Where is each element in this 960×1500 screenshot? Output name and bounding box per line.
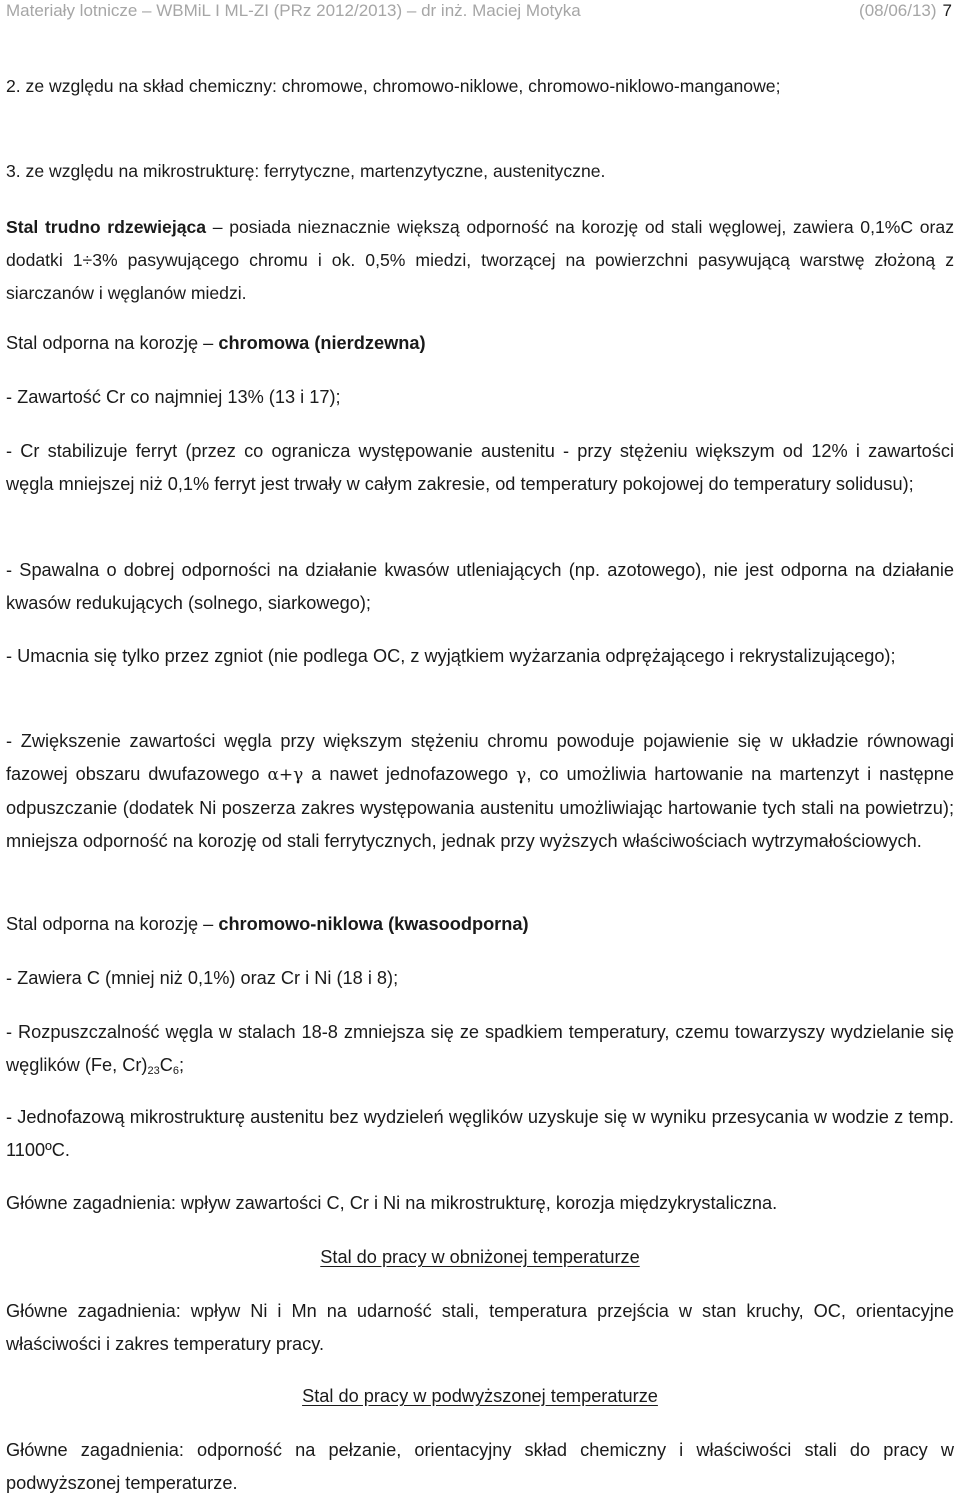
carbide-subscript-6: 6 [172,1065,179,1077]
cr-ni-p2-text-b: C [159,1055,173,1075]
header-date-page [859,0,952,22]
low-temperature-issues: Główne zagadnienia: wpływ Ni i Mn na udarność stali, temperatura przejścia w stan kruchy, OC, orientacyjne właściwości i zakres temperatury pracy. [6,1301,954,1354]
heading-high-temperature-text: Stal do pracy w podwyższonej temperaturze [302,1386,658,1406]
list-item-chemical: 2. ze względu na skład chemiczny: chromowe, chromowo-niklowe, chromowo-niklowo-manganowe; [6,76,781,96]
carbide-subscript-23: 23 [147,1065,160,1077]
chromium-point-3: - Spawalna o dobrej odporności na działanie kwasów utleniających (np. azotowego), nie jest odporna na działanie kwasów redukujących (solnego, siarkowego); [6,560,954,613]
cr-ni-point-1: - Zawiera C (mniej niż 0,1%) oraz Cr i Ni (18 i 8); [6,968,399,988]
page-header [6,0,952,22]
chromium-point-1: - Zawartość Cr co najmniej 13% (13 i 17); [6,387,341,407]
chromium-p5-text-c: , co umożliwia hartowanie na martenzyt i następne odpuszczanie (dodatek Ni poszerza zakres występowania austenitu umożliwiając hartowanie tych stali na powietrzu); mniejsza odporność na korozję od stali ferrytycznych, jednak przy wyższych właściwościach wytrzymałościowych. [6,764,954,851]
heading-chromium-prefix: Stal odporna na korozję – [6,333,219,353]
chromium-point-4: - Umacnia się tylko przez zgniot (nie podlega OC, z wyjątkiem wyżarzania odprężającego i rekrystalizującego); [6,646,896,666]
cr-ni-point-2 [6,1016,954,1082]
heading-cr-ni-steel [6,908,954,941]
heading-chromium-bold: chromowa (nierdzewna) [218,333,426,353]
cr-ni-p2-text-a: - Rozpuszczalność węgla w stalach 18-8 zmniejsza się ze spadkiem temperatury, czemu towarzyszy wydzielanie się węglików (Fe, Cr) [6,1022,954,1075]
header-date: (08/06/13) [859,1,937,20]
header-course-title: Materiały lotnicze – WBMiL I ML-ZI (PRz 2012/2013) – dr inż. Maciej Motyka [6,1,581,20]
high-temperature-issues: Główne zagadnienia: odporność na pełzanie, orientacyjny skład chemiczny i właściwości stali do pracy w podwyższonej temperaturze. [6,1440,954,1493]
paragraph-rust-resistant-steel [6,211,954,310]
heading-cr-ni-prefix: Stal odporna na korozję – [6,914,219,934]
rust-steel-text-2: 0,5% miedzi, tworzącej na powierzchni pasywującą warstwę złożoną z siarczanów i węglanów miedzi. [6,250,955,303]
cr-ni-point-3: - Jednofazową mikrostrukturę austenitu bez wydzieleń węglików uzyskuje się w wyniku przesycania w wodzie z temp. 1100ºC. [6,1107,954,1160]
alpha-gamma-symbol: α+γ [267,765,304,785]
gamma-symbol: γ [516,765,527,785]
heading-low-temperature-text: Stal do pracy w obniżonej temperaturze [320,1247,640,1267]
chromium-point-5 [6,725,954,858]
page-number: 7 [942,1,952,20]
cr-ni-p2-text-c: ; [179,1055,185,1075]
heading-cr-ni-bold: chromowo-niklowa (kwasoodporna) [218,914,529,934]
term-rust-resistant-steel: Stal trudno rdzewiejąca [6,217,207,237]
heading-low-temperature [0,1241,960,1274]
heading-high-temperature [0,1380,960,1413]
list-item-microstructure: 3. ze względu na mikrostrukturę: ferrytyczne, martenzytyczne, austenityczne. [6,161,606,181]
rust-steel-text-1: – posiada nieznacznie większą odporność na korozję od stali węglowej, zawiera 0,1%C oraz dodatki 1÷3% pasywującego chromu i ok. [6,217,954,270]
chromium-p5-text-a: - Zwiększenie zawartości węgla przy większym stężeniu chromu powoduje pojawienie się w układzie równowagi fazowej obszaru dwufazowego [6,731,954,784]
chromium-p5-text-b: a nawet jednofazowego [303,764,517,784]
cr-ni-main-issues: Główne zagadnienia: wpływ zawartości C, Cr i Ni na mikrostrukturę, korozja międzykrystaliczna. [6,1193,778,1213]
heading-chromium-steel [6,327,954,360]
chromium-point-2: - Cr stabilizuje ferryt (przez co ogranicza występowanie austenitu - przy stężeniu większym od 12% i zawartości węgla mniejszej niż 0,1% ferryt jest trwały w całym zakresie, od temperatury pokojowej do temperatury solidusu); [6,441,954,494]
